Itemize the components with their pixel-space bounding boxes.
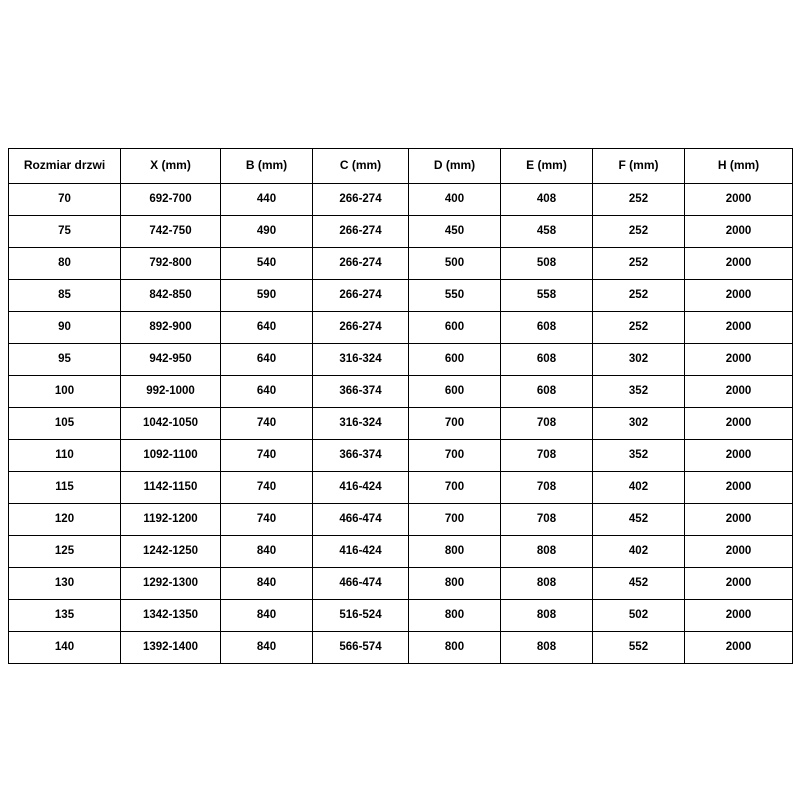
cell-h: 2000 xyxy=(685,536,793,568)
cell-e: 608 xyxy=(501,344,593,376)
cell-size: 105 xyxy=(9,408,121,440)
cell-d: 800 xyxy=(409,568,501,600)
cell-x: 1142-1150 xyxy=(121,472,221,504)
table-row xyxy=(9,312,793,344)
cell-c: 366-374 xyxy=(313,376,409,408)
cell-e: 608 xyxy=(501,312,593,344)
cell-f: 252 xyxy=(593,184,685,216)
cell-h: 2000 xyxy=(685,376,793,408)
cell-b: 540 xyxy=(221,248,313,280)
table-row xyxy=(9,376,793,408)
cell-size: 80 xyxy=(9,248,121,280)
cell-c: 316-324 xyxy=(313,408,409,440)
cell-c: 516-524 xyxy=(313,600,409,632)
size-table-container xyxy=(8,148,792,664)
cell-d: 800 xyxy=(409,600,501,632)
cell-x: 1192-1200 xyxy=(121,504,221,536)
cell-c: 316-324 xyxy=(313,344,409,376)
cell-f: 252 xyxy=(593,248,685,280)
cell-h: 2000 xyxy=(685,312,793,344)
cell-e: 708 xyxy=(501,472,593,504)
cell-size: 140 xyxy=(9,632,121,664)
cell-b: 840 xyxy=(221,568,313,600)
cell-x: 1392-1400 xyxy=(121,632,221,664)
cell-h: 2000 xyxy=(685,600,793,632)
cell-d: 550 xyxy=(409,280,501,312)
column-header-h: H (mm) xyxy=(685,149,793,184)
cell-b: 840 xyxy=(221,632,313,664)
cell-h: 2000 xyxy=(685,568,793,600)
cell-c: 416-424 xyxy=(313,536,409,568)
cell-f: 252 xyxy=(593,280,685,312)
cell-h: 2000 xyxy=(685,216,793,248)
cell-d: 600 xyxy=(409,376,501,408)
cell-c: 266-274 xyxy=(313,184,409,216)
cell-h: 2000 xyxy=(685,248,793,280)
cell-f: 452 xyxy=(593,568,685,600)
table-row xyxy=(9,280,793,312)
table-row xyxy=(9,216,793,248)
cell-f: 502 xyxy=(593,600,685,632)
cell-f: 252 xyxy=(593,216,685,248)
cell-d: 700 xyxy=(409,408,501,440)
size-table xyxy=(8,148,793,664)
cell-size: 75 xyxy=(9,216,121,248)
cell-size: 85 xyxy=(9,280,121,312)
cell-b: 640 xyxy=(221,376,313,408)
cell-size: 90 xyxy=(9,312,121,344)
cell-b: 640 xyxy=(221,344,313,376)
table-row xyxy=(9,600,793,632)
table-body xyxy=(9,184,793,664)
cell-d: 600 xyxy=(409,344,501,376)
cell-b: 640 xyxy=(221,312,313,344)
cell-h: 2000 xyxy=(685,440,793,472)
cell-b: 740 xyxy=(221,504,313,536)
column-header-e: E (mm) xyxy=(501,149,593,184)
cell-e: 608 xyxy=(501,376,593,408)
cell-x: 792-800 xyxy=(121,248,221,280)
cell-c: 266-274 xyxy=(313,248,409,280)
cell-x: 1042-1050 xyxy=(121,408,221,440)
cell-e: 808 xyxy=(501,568,593,600)
table-row xyxy=(9,568,793,600)
cell-h: 2000 xyxy=(685,184,793,216)
cell-b: 590 xyxy=(221,280,313,312)
cell-b: 840 xyxy=(221,536,313,568)
cell-d: 800 xyxy=(409,536,501,568)
cell-size: 135 xyxy=(9,600,121,632)
cell-e: 458 xyxy=(501,216,593,248)
cell-c: 466-474 xyxy=(313,504,409,536)
cell-d: 500 xyxy=(409,248,501,280)
cell-f: 302 xyxy=(593,344,685,376)
cell-x: 1342-1350 xyxy=(121,600,221,632)
cell-size: 70 xyxy=(9,184,121,216)
cell-h: 2000 xyxy=(685,472,793,504)
cell-size: 125 xyxy=(9,536,121,568)
cell-h: 2000 xyxy=(685,632,793,664)
cell-e: 708 xyxy=(501,408,593,440)
table-row xyxy=(9,504,793,536)
cell-d: 450 xyxy=(409,216,501,248)
cell-c: 366-374 xyxy=(313,440,409,472)
table-row xyxy=(9,248,793,280)
cell-b: 490 xyxy=(221,216,313,248)
column-header-rozmiar-drzwi: Rozmiar drzwi xyxy=(9,149,121,184)
cell-d: 700 xyxy=(409,440,501,472)
cell-h: 2000 xyxy=(685,504,793,536)
cell-c: 416-424 xyxy=(313,472,409,504)
cell-x: 842-850 xyxy=(121,280,221,312)
cell-x: 692-700 xyxy=(121,184,221,216)
cell-b: 740 xyxy=(221,472,313,504)
cell-c: 466-474 xyxy=(313,568,409,600)
cell-e: 508 xyxy=(501,248,593,280)
table-row xyxy=(9,184,793,216)
cell-x: 942-950 xyxy=(121,344,221,376)
cell-f: 552 xyxy=(593,632,685,664)
cell-size: 115 xyxy=(9,472,121,504)
column-header-b: B (mm) xyxy=(221,149,313,184)
cell-f: 302 xyxy=(593,408,685,440)
table-row xyxy=(9,472,793,504)
table-row xyxy=(9,536,793,568)
cell-f: 352 xyxy=(593,376,685,408)
cell-c: 266-274 xyxy=(313,312,409,344)
table-row xyxy=(9,408,793,440)
column-header-c: C (mm) xyxy=(313,149,409,184)
table-row xyxy=(9,632,793,664)
cell-b: 740 xyxy=(221,440,313,472)
cell-c: 266-274 xyxy=(313,216,409,248)
cell-e: 808 xyxy=(501,600,593,632)
cell-d: 700 xyxy=(409,504,501,536)
cell-b: 840 xyxy=(221,600,313,632)
cell-e: 408 xyxy=(501,184,593,216)
cell-d: 400 xyxy=(409,184,501,216)
cell-size: 95 xyxy=(9,344,121,376)
cell-f: 402 xyxy=(593,472,685,504)
cell-f: 402 xyxy=(593,536,685,568)
table-row xyxy=(9,440,793,472)
cell-e: 558 xyxy=(501,280,593,312)
cell-h: 2000 xyxy=(685,408,793,440)
cell-h: 2000 xyxy=(685,280,793,312)
cell-size: 120 xyxy=(9,504,121,536)
cell-x: 742-750 xyxy=(121,216,221,248)
cell-size: 110 xyxy=(9,440,121,472)
table-row xyxy=(9,344,793,376)
cell-d: 600 xyxy=(409,312,501,344)
cell-e: 808 xyxy=(501,632,593,664)
cell-b: 440 xyxy=(221,184,313,216)
cell-d: 700 xyxy=(409,472,501,504)
cell-e: 708 xyxy=(501,440,593,472)
cell-f: 252 xyxy=(593,312,685,344)
cell-f: 452 xyxy=(593,504,685,536)
cell-f: 352 xyxy=(593,440,685,472)
table-header-row xyxy=(9,149,793,184)
cell-x: 1092-1100 xyxy=(121,440,221,472)
cell-c: 566-574 xyxy=(313,632,409,664)
column-header-d: D (mm) xyxy=(409,149,501,184)
cell-e: 708 xyxy=(501,504,593,536)
column-header-f: F (mm) xyxy=(593,149,685,184)
cell-x: 992-1000 xyxy=(121,376,221,408)
cell-h: 2000 xyxy=(685,344,793,376)
cell-b: 740 xyxy=(221,408,313,440)
cell-e: 808 xyxy=(501,536,593,568)
cell-size: 100 xyxy=(9,376,121,408)
cell-c: 266-274 xyxy=(313,280,409,312)
cell-d: 800 xyxy=(409,632,501,664)
cell-x: 1242-1250 xyxy=(121,536,221,568)
cell-x: 1292-1300 xyxy=(121,568,221,600)
cell-size: 130 xyxy=(9,568,121,600)
column-header-x: X (mm) xyxy=(121,149,221,184)
cell-x: 892-900 xyxy=(121,312,221,344)
table-header xyxy=(9,149,793,184)
